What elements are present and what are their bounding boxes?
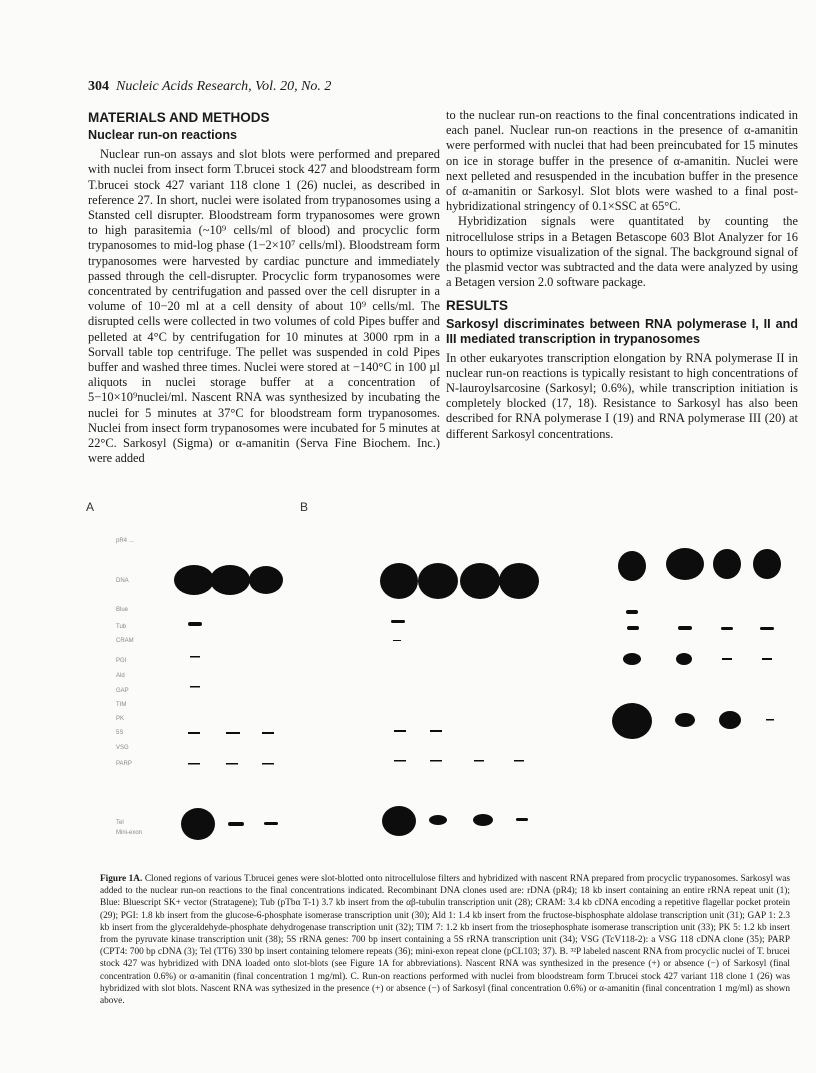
blot-a-gap-1	[190, 686, 200, 688]
figure-caption	[100, 873, 790, 1007]
subsection-title-sarkosyl: Sarkosyl discriminates between RNA polymerase I, II and III mediated transcription in trypanosomes	[446, 316, 798, 346]
row-label-9: PK	[116, 716, 125, 722]
blot-c-5s-2	[675, 713, 695, 727]
results-paragraph: In other eukaryotes transcription elongation by RNA polymerase II in nuclear run-on reactions is typically resistant to high concentrations of N-lauroylsarcosine (Sarkosyl; 0.6%), while transcription initiation is completely blocked (17, 18). Resistance to Sarkosyl has also been described for RNA polymerase I (19) and RNA polymerase III (20) at different Sarkosyl concentrations.	[446, 350, 798, 441]
blot-b-dna-3	[460, 563, 500, 599]
row-label-0: pR4 ...	[116, 538, 134, 544]
figure-1-slot-blots	[86, 498, 786, 843]
slot-blot-autoradiograph	[86, 498, 786, 843]
row-label-14: Mini-exon	[116, 830, 143, 836]
blot-a-pgi-1	[190, 656, 200, 658]
left-column	[88, 110, 440, 466]
blot-c-blue-1	[626, 610, 638, 614]
blot-b-5s-1	[394, 730, 406, 732]
blot-a-dna-2	[210, 565, 250, 595]
blot-a-tel-3	[264, 822, 278, 825]
blot-b-cram-1	[393, 640, 401, 641]
blot-c-dna-4	[753, 549, 781, 579]
blot-c-tub-4	[760, 627, 774, 630]
right-column	[446, 108, 798, 442]
row-label-13: Tel	[116, 820, 124, 826]
figure-caption-label: Figure 1A.	[100, 874, 143, 884]
blot-c-5s-4	[766, 719, 774, 721]
row-label-10: 5S	[116, 730, 124, 736]
blot-a-5s-2	[226, 732, 240, 734]
blot-c-5s-3	[719, 711, 741, 729]
running-header	[88, 79, 331, 95]
row-label-1: DNA	[116, 578, 129, 584]
row-label-3: Tub	[116, 624, 127, 630]
blot-a-dna-3	[249, 566, 283, 594]
row-label-5: PGI	[116, 658, 127, 664]
blot-a-5s-1	[188, 732, 200, 734]
blot-c-pgi-2	[676, 653, 692, 665]
row-label-11: VSG	[116, 745, 129, 751]
blot-c-pgi-4	[762, 658, 772, 660]
blot-c-dna-3	[713, 549, 741, 579]
blot-b-5s-2	[430, 730, 442, 732]
journal-title: Nucleic Acids Research, Vol. 20, No. 2	[116, 79, 332, 94]
blot-a-parp-3	[262, 763, 274, 765]
row-label-4: CRAM	[116, 638, 134, 644]
methods-paragraph: Nuclear run-on assays and slot blots were performed and prepared with nuclei from insect form T.brucei stock 427 and bloodstream form T.brucei stock 427 variant 118 clone 1 (26) nuclei, as described in reference 27. In short, nuclei were isolated from trypanosomes using a Stansted cell disrupter. Bloodstream form trypanosomes were grown to high parasitemia (~10⁹ cells/ml of blood) and procyclic form trypanosomes to mid-log phase (1−2×10⁷ cells/ml). Bloodstream form trypanosomes were harvested by cardiac puncture and immediately passed through the cell-disrupter. Procyclic form trypanosomes were concentrated by centrifugation and passed over the cell disrupter in a volume of 10−20 ml at a cell density of about 10⁹ cells/ml. The disrupted cells were collected in two volumes of cold Pipes buffer and pelleted at 4°C by centrifugation for 10 minutes at 3000 rpm in a Sorvall table top centrifuge. The pellet was suspended in cold Pipes buffer and washed three times. Nuclei were stored at −140°C in 100 µl aliquots in nuclei storage buffer at a concentration of 5−10×10⁹nuclei/ml. Nascent RNA was synthesized by incubating the nuclei for 5 minutes at 37°C for bloodstream form trypanosomes. Nuclei from insect form trypanosomes were incubated for 5 minutes at 22°C. Sarkosyl (Sigma) or α-amanitin (Serva Fine Biochem. Inc.) were added	[88, 147, 440, 466]
row-label-6: Ald	[116, 673, 125, 679]
row-label-12: PARP	[116, 761, 132, 767]
panel-a-label: A	[86, 500, 95, 514]
figure-caption-text: Cloned regions of various T.brucei genes were slot-blotted onto nitrocellulose filters and hybridized with nascent RNA prepared from procyclic trypanosomes. Sarkosyl was added to the nuclear run-on reactions to the final concentrations indicated. Recombinant DNA clones used are: rDNA (pR4); 18 kb insert containing an entire rRNA repeat unit (1); Blue: Bluescript SK+ vector (Stratagene); Tub (pTbα T-1) 3.7 kb insert from the αβ-tubulin transcription unit (28); CRAM: 3.4 kb cDNA encoding a repetitive flagellar pocket protein (29); PGI: 1.8 kb insert from the glucose-6-phosphate isomerase transcription unit (30); Ald 1: 1.4 kb insert from the fructose-bisphosphate aldolase transcription unit (31); GAP 1: 2.3 kb insert from the glyceraldehyde-phosphate dehydrogenase transcription unit (32); TIM 7: 1.2 kb insert from the triosephosphate isomerase transcription unit (33); PK 5: 1.2 kb insert from the pyruvate kinase transcription unit (38); 5S rRNA genes: 700 bp insert containing a 5S rRNA transcription unit (34); VSG (TcV118-2): a VSG 118 cDNA clone (35); PARP (CPT4: 700 bp cDNA (3); Tel (TT6) 330 bp insert containing telomere repeats (36); mini-exon repeat clone (pCL103; 37). B. ³²P labeled nascent RNA from procyclic nuclei of T. brucei stock 427 was hybridized with DNA loaded onto slot-blots (see Figure 1A for abbreviations). Nascent RNA was synthesized in the presence (+) or absence (−) of Sarkosyl (final concentration 0.6%) or α-amanitin (final concentration 1 mg/ml). C. Run-on reactions performed with nuclei from bloodstream form T.brucei stock 427 variant 118 clone 1 (26) was hybridized with slot blots. Nascent RNA was sythesized in the presence (+) or absence (−) of Sarkosyl (final concentration 0.6%) or α-amanitin (final concentration 1 mg/ml) as shown above.	[100, 874, 790, 1007]
blot-b-tel-4	[516, 818, 528, 821]
panel-b-label: B	[300, 500, 309, 514]
section-title-results: RESULTS	[446, 298, 509, 314]
blot-c-pgi-1	[623, 653, 641, 665]
subsection-title-run-on: Nuclear run-on reactions	[88, 128, 238, 143]
blot-b-parp-2	[430, 760, 442, 762]
blot-a-tub-1	[188, 622, 202, 626]
methods-paragraph-continued: to the nuclear run-on reactions to the final concentrations indicated in each panel. Nuclear run-on reactions in the presence of α-amanitin were performed with nuclei that had been preincubated for 15 minutes on ice in storage buffer in the presence of α-amanitin. Nuclei were next pelleted and resuspended in the incubation buffer in the presence of α-amanitin or Sarkosyl. Slot blots were washed to a final post-hybridizational stringency of 0.1×SSC at 65°C.	[446, 108, 798, 214]
blot-c-dna-2	[666, 548, 704, 580]
quantitation-paragraph: Hybridization signals were quantitated by counting the nitrocellulose strips in a Betagen Betascope 603 Blot Analyzer for 16 hours to optimize visualization of the signal. The background signal of the plasmid vector was subtracted and the data were analyzed by using a Betagen version 2.0 software package.	[446, 214, 798, 290]
blot-a-parp-2	[226, 763, 238, 765]
blot-b-parp-1	[394, 760, 406, 762]
blot-c-pgi-3	[722, 658, 732, 660]
blot-b-parp-4	[514, 760, 524, 762]
blot-b-tub-1	[391, 620, 405, 623]
blot-a-parp-1	[188, 763, 200, 765]
blot-b-dna-2	[418, 563, 458, 599]
blot-c-tub-3	[721, 627, 733, 630]
row-label-8: TIM	[116, 702, 127, 708]
blot-a-5s-3	[262, 732, 274, 734]
blot-c-dna-1	[618, 551, 646, 581]
blot-b-parp-3	[474, 760, 484, 762]
blot-b-dna-4	[499, 563, 539, 599]
row-label-2: Blue	[116, 607, 129, 613]
section-title-methods: MATERIALS AND METHODS	[88, 110, 270, 125]
blot-a-tel-2	[228, 822, 244, 826]
blot-b-dna-1	[380, 563, 418, 599]
page-number: 304	[88, 79, 109, 94]
blot-b-tel-1	[382, 806, 416, 836]
blot-b-tel-3	[473, 814, 493, 826]
blot-c-5s-1	[612, 703, 652, 739]
blot-a-dna-1	[174, 565, 214, 595]
row-label-7: GAP	[116, 688, 129, 694]
blot-a-tel-1	[181, 808, 215, 840]
blot-c-tub-2	[678, 626, 692, 630]
blot-c-tub-1	[627, 626, 639, 630]
blot-b-tel-2	[429, 815, 447, 825]
